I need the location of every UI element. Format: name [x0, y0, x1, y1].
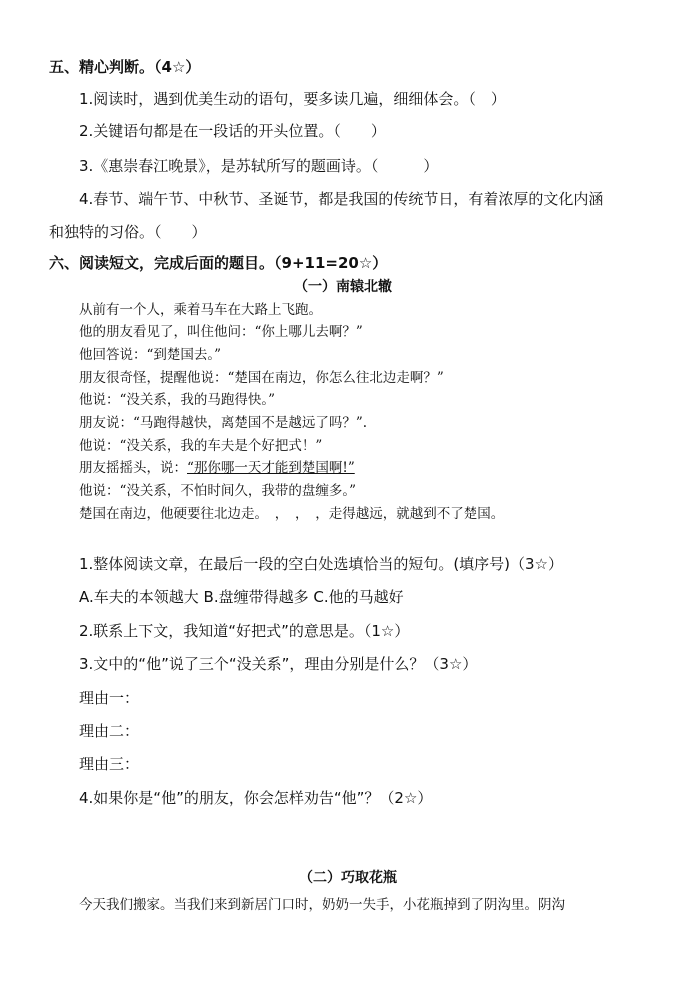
- story-line: 朋友很奇怪，提醒他说：“楚国在南边，你怎么往北边走啊？”: [79, 370, 444, 386]
- story-2-first-line: 今天我们搬家。当我们来到新居门口时，奶奶一失手，小花瓶掉到了阴沟里。阴沟: [79, 897, 565, 913]
- section-5-title: 五、精心判断。（4☆）: [49, 58, 201, 76]
- story-line: 他说：“没关系，不怕时间久，我带的盘缠多。”: [79, 483, 357, 499]
- story-line: 从前有一个人，乘着马车在大路上飞跑。: [79, 302, 322, 318]
- story-line: 朋友说：“马跑得越快，离楚国不是越远了吗？”.: [79, 415, 368, 431]
- judgement-item-1: 1.阅读时，遇到优美生动的语句，要多读几遍，细细体会。（ ）: [79, 90, 506, 108]
- question-2: 2.联系上下文，我知道“好把式”的意思是。（1☆）: [79, 622, 410, 640]
- question-1: 1.整体阅读文章，在最后一段的空白处选填恰当的短句。(填序号)（3☆）: [79, 555, 564, 573]
- story-line: 他回答说：“到楚国去。”: [79, 347, 222, 363]
- story-line: 他的朋友看见了，叫住他问：“你上哪儿去啊？”: [79, 324, 363, 340]
- reason-1-label: 理由一：: [79, 689, 140, 707]
- story-1-title: （一）南辕北辙: [294, 279, 392, 295]
- story-line: 他说：“没关系，我的车夫是个好把式！”: [79, 438, 323, 454]
- question-1-options: A.车夫的本领越大 B.盘缠带得越多 C.他的马越好: [79, 588, 404, 606]
- judgement-item-4-cont: 和独特的习俗。（ ）: [49, 223, 207, 241]
- story-line: 楚国在南边，他硬要往北边走。 ， ， ，走得越远，就越到不了楚国。: [79, 506, 505, 522]
- underlined-quote: “那你哪一天才能到楚国啊!”: [187, 460, 355, 476]
- judgement-item-2: 2.关键语句都是在一段话的开头位置。（ ）: [79, 122, 386, 140]
- judgement-item-4: 4.春节、端午节、中秋节、圣诞节，都是我国的传统节日，有着浓厚的文化内涵: [79, 190, 604, 208]
- section-6-title: 六、阅读短文，完成后面的题目。（9+11=20☆）: [49, 254, 388, 272]
- question-4: 4.如果你是“他”的朋友，你会怎样劝告“他”？（2☆）: [79, 789, 433, 807]
- question-3: 3.文中的“他”说了三个“没关系”，理由分别是什么？（3☆）: [79, 655, 478, 673]
- story-2-title: （二）巧取花瓶: [299, 870, 397, 886]
- reason-2-label: 理由二：: [79, 722, 140, 740]
- story-line-text: 朋友摇摇头，说：: [79, 460, 187, 476]
- judgement-item-3: 3.《惠崇春江晚景》，是苏轼所写的题画诗。（ ）: [79, 157, 439, 175]
- reason-3-label: 理由三：: [79, 755, 140, 773]
- story-line: 他说：“没关系，我的马跑得快。”: [79, 392, 276, 408]
- story-line: [79, 458, 355, 478]
